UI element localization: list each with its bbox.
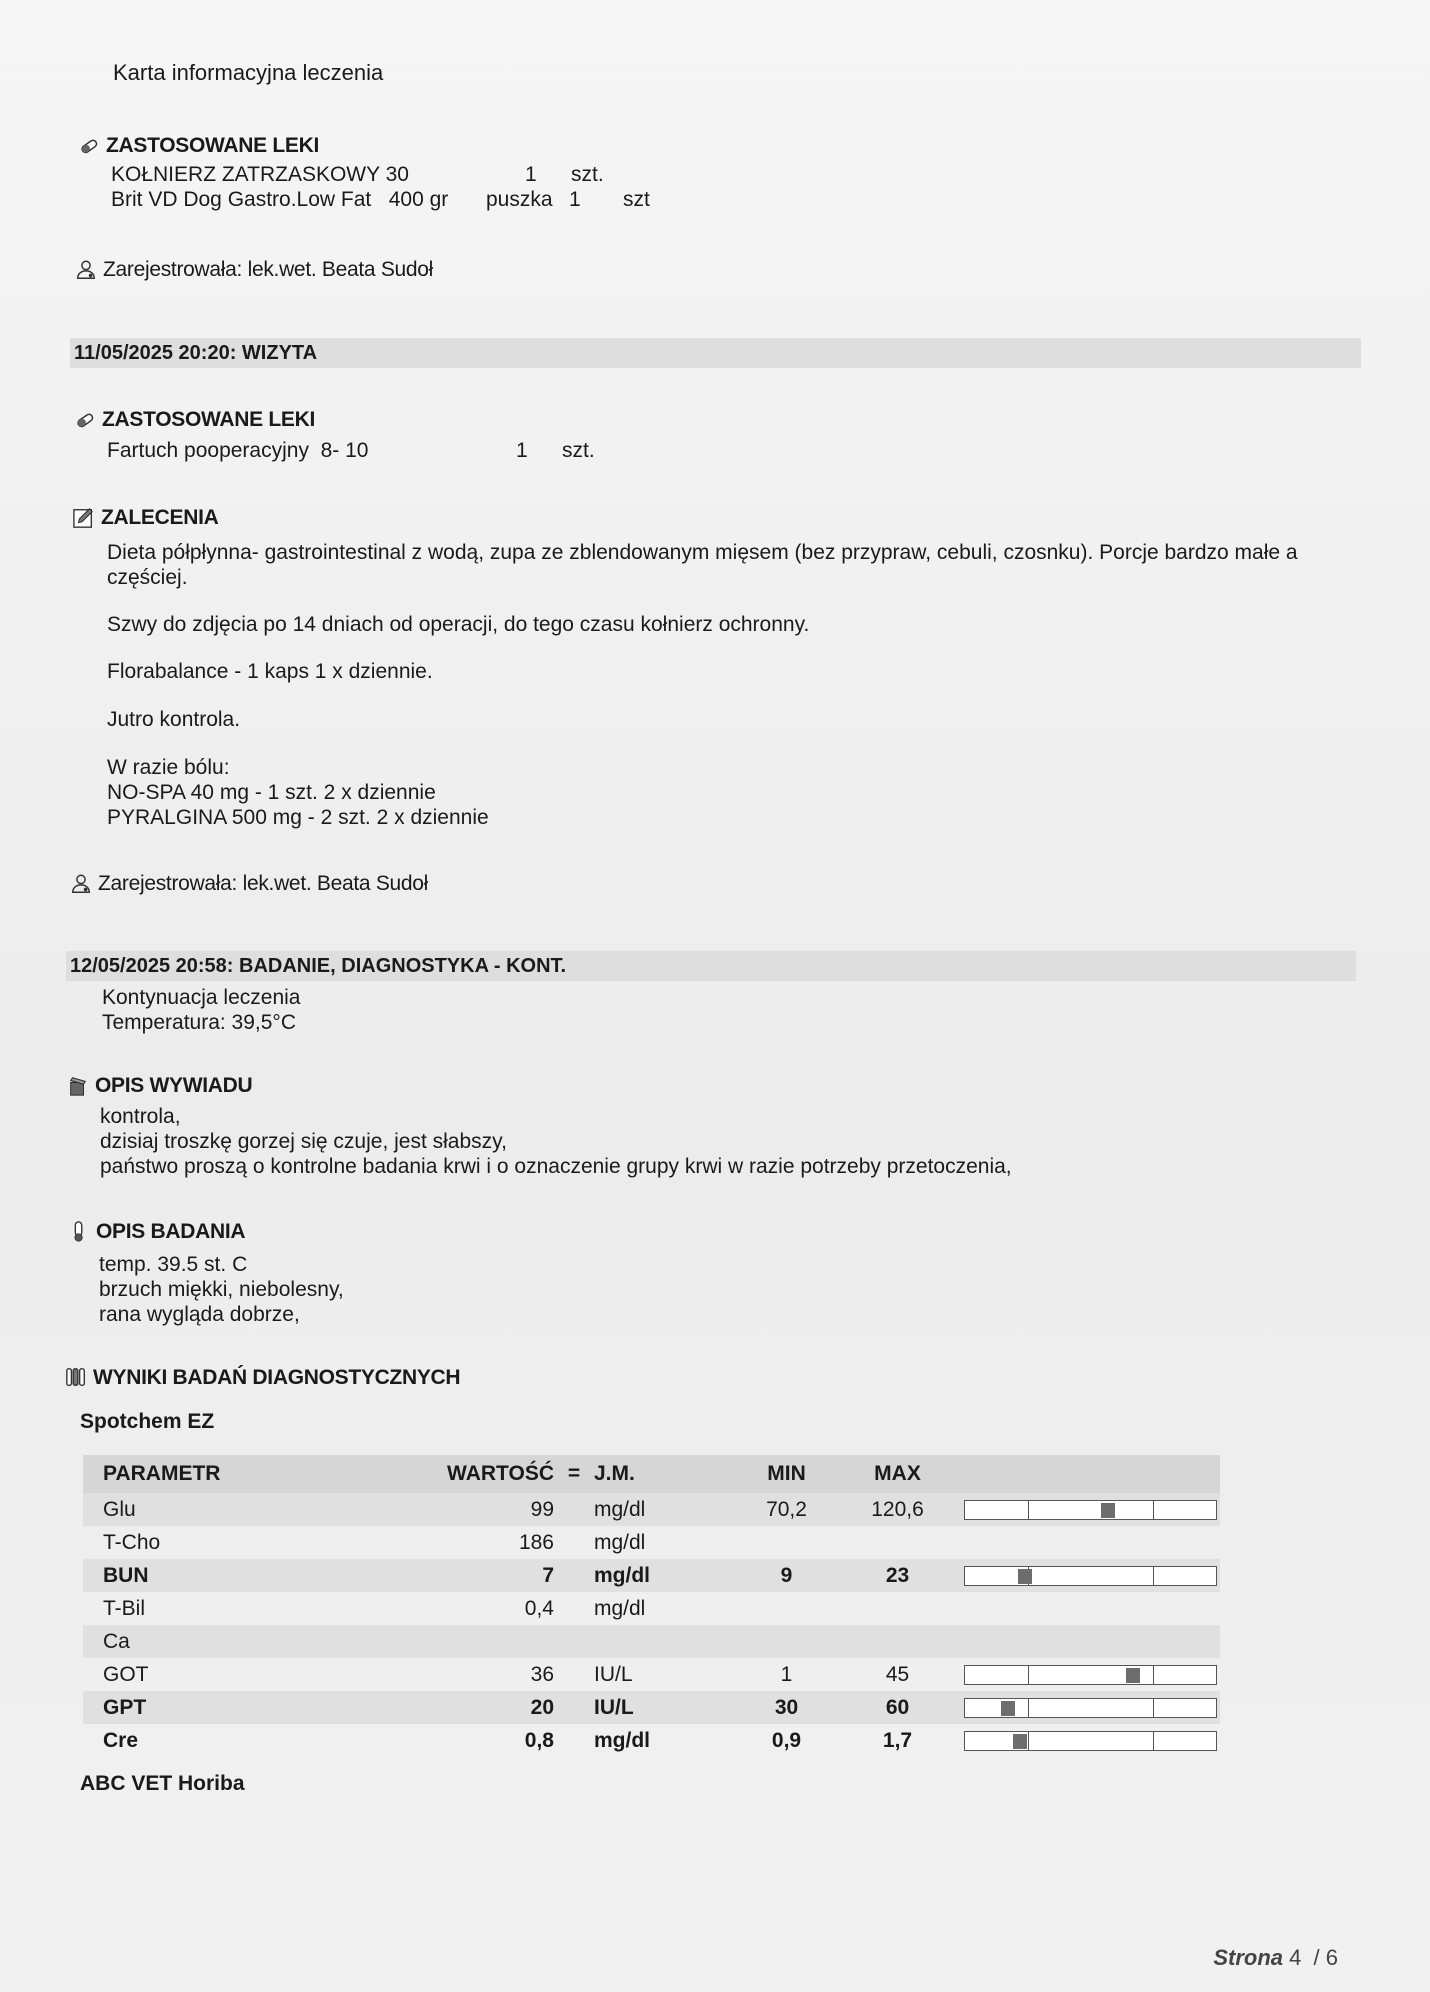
registered-text: Zarejestrowała: lek.wet. Beata Sudoł: [98, 872, 429, 895]
cell-max: 45: [885, 1662, 910, 1686]
device-name: ABC VET Horiba: [80, 1772, 245, 1795]
cell-min: 1: [780, 1662, 793, 1686]
cell-range: [956, 1625, 1220, 1658]
cell-unit: mg/dl: [594, 1728, 650, 1752]
pencil-note-icon: [73, 507, 95, 529]
results-section: [65, 1364, 460, 1392]
cell-eq: [554, 1559, 594, 1592]
cell-min: [734, 1625, 839, 1658]
cell-value: 186: [518, 1530, 554, 1554]
recommendation-pyralgina: PYRALGINA 500 mg - 2 szt. 2 x dziennie: [107, 806, 489, 829]
recommendation-control: Jutro kontrola.: [107, 708, 241, 731]
thermometer-icon: [68, 1221, 90, 1243]
cell-min: 0,9: [771, 1728, 802, 1752]
recommendations-section: [73, 504, 1373, 830]
visit-summary: [102, 985, 300, 1035]
med-unit: szt: [623, 188, 650, 211]
med-qty: 1: [516, 439, 528, 462]
med-qty: 1: [525, 163, 537, 186]
meds-heading: [78, 132, 650, 160]
cell-range: [956, 1724, 1220, 1757]
header-param: PARAMETR: [103, 1455, 425, 1493]
cell-range: [956, 1691, 1220, 1724]
cell-max: 23: [839, 1559, 956, 1592]
range-tick: [1028, 1666, 1029, 1684]
range-bar: [964, 1698, 1217, 1718]
meds-heading: [74, 406, 595, 434]
continuation-text: Kontynuacja leczenia: [102, 986, 301, 1009]
cell-eq: [554, 1625, 594, 1658]
cell-unit: mg/dl: [594, 1493, 734, 1526]
cell-max: 120,6: [839, 1493, 956, 1526]
range-bar: [964, 1665, 1217, 1685]
range-tick: [1153, 1501, 1154, 1519]
cell-range: [956, 1592, 1220, 1625]
header-value: WARTOŚĆ: [425, 1455, 554, 1493]
cell-range: [956, 1493, 1220, 1526]
cell-min: 70,2: [734, 1493, 839, 1526]
results-heading: [65, 1364, 460, 1392]
range-marker: [1001, 1701, 1015, 1716]
temperature-text: Temperatura: 39,5°C: [102, 1011, 296, 1034]
range-tick: [1153, 1699, 1154, 1717]
page-number: [1213, 1945, 1338, 1971]
range-marker: [1101, 1503, 1115, 1518]
recommendation-pain-heading: W razie bólu:: [107, 756, 230, 779]
cell-unit: IU/L: [594, 1691, 734, 1724]
recommendation-diet: Dieta półpłynna- gastrointestinal z wodą, zupa ze zblendowanym mięsem (bez przypraw, cebuli, czosnku). Porcje bardzo małe a częściej.: [107, 541, 1298, 589]
exam-line: brzuch miękki, niebolesny,: [99, 1278, 344, 1301]
range-marker: [1126, 1668, 1140, 1683]
table-row: [83, 1526, 1220, 1559]
cell-param: T-Bil: [103, 1596, 145, 1620]
table-row: [83, 1625, 1220, 1658]
exam-section: [68, 1218, 344, 1327]
cell-eq: [554, 1724, 594, 1757]
cell-param: Glu: [103, 1493, 425, 1526]
table-row: [83, 1658, 1220, 1691]
cell-param: Ca: [103, 1625, 425, 1658]
cell-unit: mg/dl: [594, 1559, 734, 1592]
exam-heading-text: OPIS BADANIA: [96, 1220, 246, 1243]
med-name: Fartuch pooperacyjny 8- 10: [107, 439, 369, 462]
table-row: [83, 1493, 1220, 1526]
cell-max: 60: [839, 1691, 956, 1724]
cell-eq: [554, 1493, 594, 1526]
meds-section-1: [78, 132, 650, 212]
range-marker: [1013, 1734, 1027, 1749]
page-label: Strona: [1213, 1945, 1283, 1970]
range-bar: [964, 1500, 1217, 1520]
meds-heading-text: ZASTOSOWANE LEKI: [106, 134, 319, 157]
cell-param: Cre: [103, 1728, 139, 1752]
cell-value: 0,4: [524, 1596, 554, 1620]
cell-unit: [594, 1625, 734, 1658]
cell-value: 0,8: [524, 1728, 554, 1752]
doctor-icon: [75, 259, 97, 281]
visit-date-bar: 11/05/2025 20:20: WIZYTA: [70, 338, 1361, 368]
device-name: Spotchem EZ: [80, 1410, 215, 1433]
meds-heading-text: ZASTOSOWANE LEKI: [102, 408, 315, 431]
cell-value: 7: [425, 1559, 554, 1592]
med-pack: puszka: [486, 188, 553, 211]
recommendations-heading: [73, 504, 1373, 532]
recommendation-stitches: Szwy do zdjęcia po 14 dniach od operacji, do tego czasu kołnierz ochronny.: [107, 613, 810, 636]
cell-value: [425, 1625, 554, 1658]
med-item: [111, 162, 650, 187]
med-item: [111, 187, 650, 212]
interview-line: kontrola,: [100, 1105, 181, 1128]
table-row: [83, 1724, 1220, 1757]
registered-text: Zarejestrowała: lek.wet. Beata Sudoł: [103, 258, 434, 281]
cell-param: GPT: [103, 1691, 425, 1724]
header-eq: =: [554, 1455, 594, 1493]
med-unit: szt.: [562, 439, 595, 462]
page-sep: /: [1313, 1945, 1320, 1970]
cell-eq: [554, 1526, 594, 1559]
interview-icon: [67, 1075, 89, 1097]
cell-range: [956, 1526, 1220, 1559]
header-unit: J.M.: [594, 1455, 734, 1493]
range-bar: [964, 1566, 1217, 1586]
recommendation-nospa: NO-SPA 40 mg - 1 szt. 2 x dziennie: [107, 781, 436, 804]
range-tick: [1028, 1501, 1029, 1519]
registered-by-2: [70, 870, 428, 898]
cell-param: T-Cho: [103, 1530, 161, 1554]
cell-value: 99: [425, 1493, 554, 1526]
visit-date-bar: 12/05/2025 20:58: BADANIE, DIAGNOSTYKA - KONT.: [66, 951, 1356, 981]
range-tick: [1153, 1567, 1154, 1585]
range-tick: [1028, 1699, 1029, 1717]
range-marker: [1018, 1569, 1032, 1584]
results-table-wrap: [83, 1455, 1220, 1757]
table-row: [83, 1592, 1220, 1625]
range-tick: [1153, 1666, 1154, 1684]
interview-section: [67, 1072, 1012, 1179]
test-tubes-icon: [65, 1367, 87, 1389]
interview-line: państwo proszą o kontrolne badania krwi i o oznaczenie grupy krwi w razie potrzeby przetoczenia,: [100, 1155, 1012, 1178]
cell-range: [956, 1559, 1220, 1592]
page-total: 6: [1325, 1945, 1338, 1970]
cell-eq: [554, 1658, 594, 1691]
range-tick: [1028, 1732, 1029, 1750]
cell-value: 36: [530, 1662, 554, 1686]
cell-unit: mg/dl: [594, 1530, 646, 1554]
header-min: MIN: [734, 1455, 839, 1493]
cell-max: 1,7: [882, 1728, 913, 1752]
exam-line: rana wygląda dobrze,: [99, 1303, 300, 1326]
meds-section-2: [74, 406, 595, 463]
cell-unit: mg/dl: [594, 1596, 646, 1620]
cell-max: [839, 1592, 956, 1625]
cell-min: [734, 1526, 839, 1559]
cell-eq: [554, 1592, 594, 1625]
cell-max: [839, 1625, 956, 1658]
interview-line: dzisiaj troszkę gorzej się czuje, jest słabszy,: [100, 1130, 507, 1153]
table-header-row: [83, 1455, 1220, 1493]
results-heading-text: WYNIKI BADAŃ DIAGNOSTYCZNYCH: [93, 1366, 461, 1389]
table-row: [83, 1559, 1220, 1592]
exam-heading: [68, 1218, 344, 1246]
pill-icon: [78, 135, 100, 157]
cell-min: 9: [734, 1559, 839, 1592]
cell-range: [956, 1658, 1220, 1691]
cell-min: [734, 1592, 839, 1625]
med-unit: szt.: [571, 163, 604, 186]
cell-max: [839, 1526, 956, 1559]
page-current: 4: [1289, 1945, 1302, 1970]
med-name: KOŁNIERZ ZATRZASKOWY 30: [111, 163, 409, 186]
document-title: Karta informacyjna leczenia: [113, 60, 384, 85]
cell-param: BUN: [103, 1559, 425, 1592]
interview-heading-text: OPIS WYWIADU: [95, 1074, 253, 1097]
cell-unit: IU/L: [594, 1662, 633, 1686]
table-row: [83, 1691, 1220, 1724]
header-max: MAX: [839, 1455, 956, 1493]
med-name: Brit VD Dog Gastro.Low Fat 400 gr: [111, 188, 449, 211]
range-tick: [1153, 1732, 1154, 1750]
range-bar: [964, 1731, 1217, 1751]
cell-min: 30: [734, 1691, 839, 1724]
pill-icon: [74, 409, 96, 431]
doctor-icon: [70, 873, 92, 895]
cell-param: GOT: [103, 1662, 149, 1686]
recommendation-florabalance: Florabalance - 1 kaps 1 x dziennie.: [107, 660, 433, 683]
interview-heading: [67, 1072, 1012, 1100]
registered-by-1: [75, 256, 433, 284]
cell-value: 20: [425, 1691, 554, 1724]
exam-line: temp. 39.5 st. C: [99, 1253, 248, 1276]
med-item: [107, 438, 595, 463]
results-table: [83, 1455, 1220, 1757]
cell-eq: [554, 1691, 594, 1724]
med-qty: 1: [569, 188, 581, 211]
recommendations-heading-text: ZALECENIA: [101, 506, 219, 529]
